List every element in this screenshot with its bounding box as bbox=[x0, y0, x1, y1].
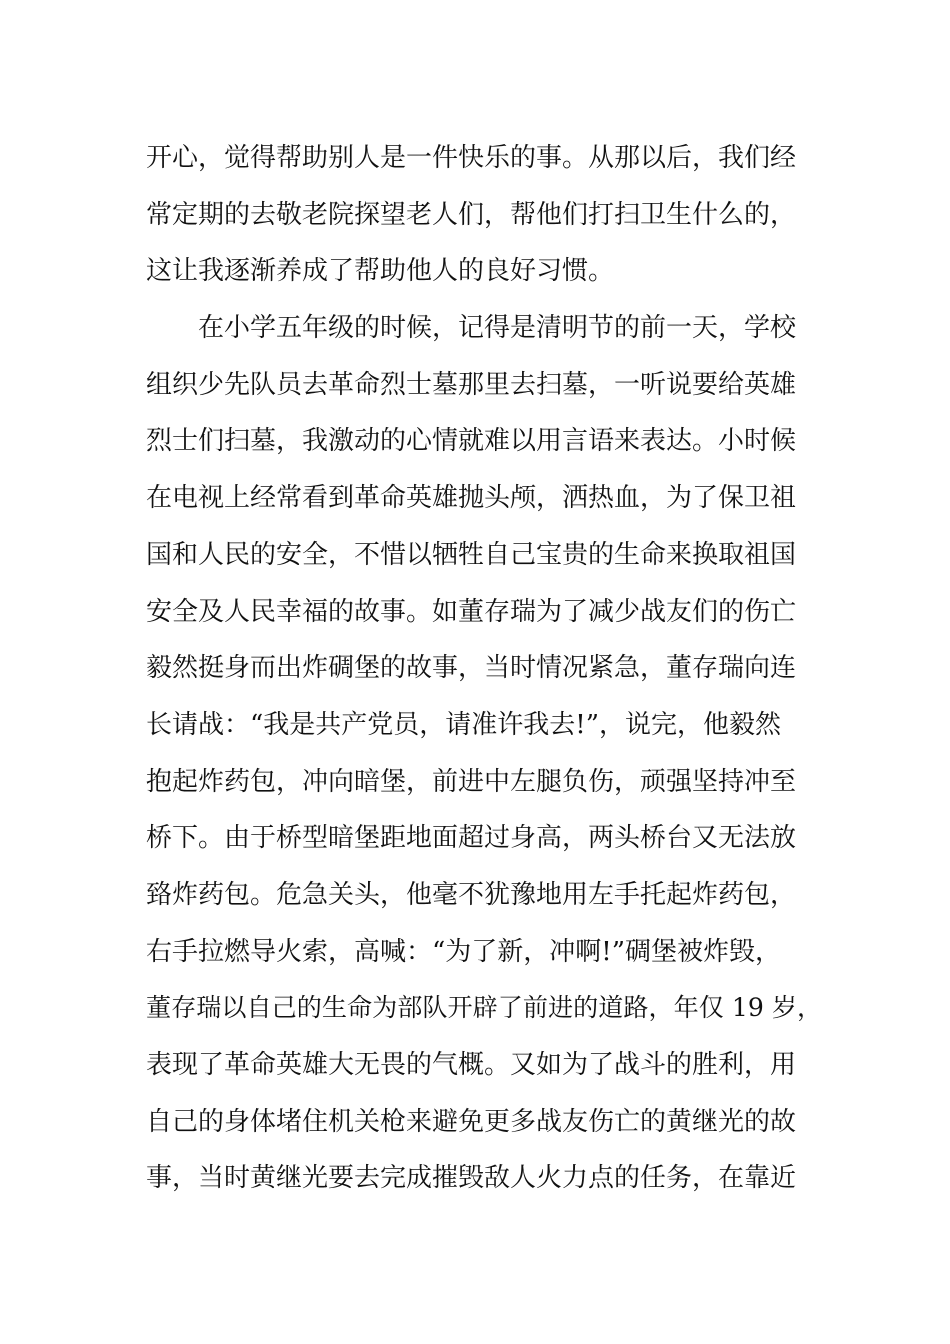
text-line: 组织少先队员去革命烈士墓那里去扫墓，一听说要给英雄 bbox=[146, 369, 797, 400]
text-line: 长请战：“我是共产党员，请准许我去!”，说完，他毅然 bbox=[146, 709, 782, 740]
text-line: 在电视上经常看到革命英雄抛头颅，洒热血，为了保卫祖 bbox=[146, 483, 797, 514]
text-line: 这让我逐渐养成了帮助他人的良好习惯。 bbox=[146, 256, 615, 287]
text-line: 常定期的去敬老院探望老人们，帮他们打扫卫生什么的， bbox=[146, 199, 797, 230]
text-line: 抱起炸药包，冲向暗堡，前进中左腿负伤，顽强坚持冲至 bbox=[146, 766, 797, 797]
text-line: 国和人民的安全，不惜以牺牲自己宝贵的生命来换取祖国 bbox=[146, 539, 797, 570]
text-line: 烈士们扫墓，我激动的心情就难以用言语来表达。小时候 bbox=[146, 426, 797, 457]
text-line: 安全及人民幸福的故事。如董存瑞为了减少战友们的伤亡 bbox=[146, 596, 797, 627]
body-text bbox=[146, 130, 826, 1207]
text-line: 董存瑞以自己的生命为部队开辟了前进的道路，年仅 19 岁， bbox=[146, 993, 823, 1023]
paragraph-first-line: 在小学五年级的时候，记得是清明节的前一天，学校 bbox=[198, 313, 797, 344]
text-line: 右手拉燃导火索，高喊：“为了新，冲啊!”碉堡被炸毁， bbox=[146, 936, 782, 967]
text-line: 桥下。由于桥型暗堡距地面超过身高，两头桥台又无法放 bbox=[146, 823, 797, 854]
text-line: 毅然挺身而出炸碉堡的故事，当时情况紧急，董存瑞向连 bbox=[146, 653, 797, 684]
text-line: 开心，觉得帮助别人是一件快乐的事。从那以后，我们经 bbox=[146, 143, 797, 173]
text-line: 表现了革命英雄大无畏的气概。又如为了战斗的胜利，用 bbox=[146, 1050, 797, 1080]
text-line: 自己的身体堵住机关枪来避免更多战友伤亡的黄继光的故 bbox=[146, 1106, 797, 1137]
text-line: 事，当时黄继光要去完成摧毁敌人火力点的任务，在靠近 bbox=[146, 1163, 797, 1194]
text-line: 臵炸药包。危急关头，他毫不犹豫地用左手托起炸药包， bbox=[146, 879, 797, 910]
